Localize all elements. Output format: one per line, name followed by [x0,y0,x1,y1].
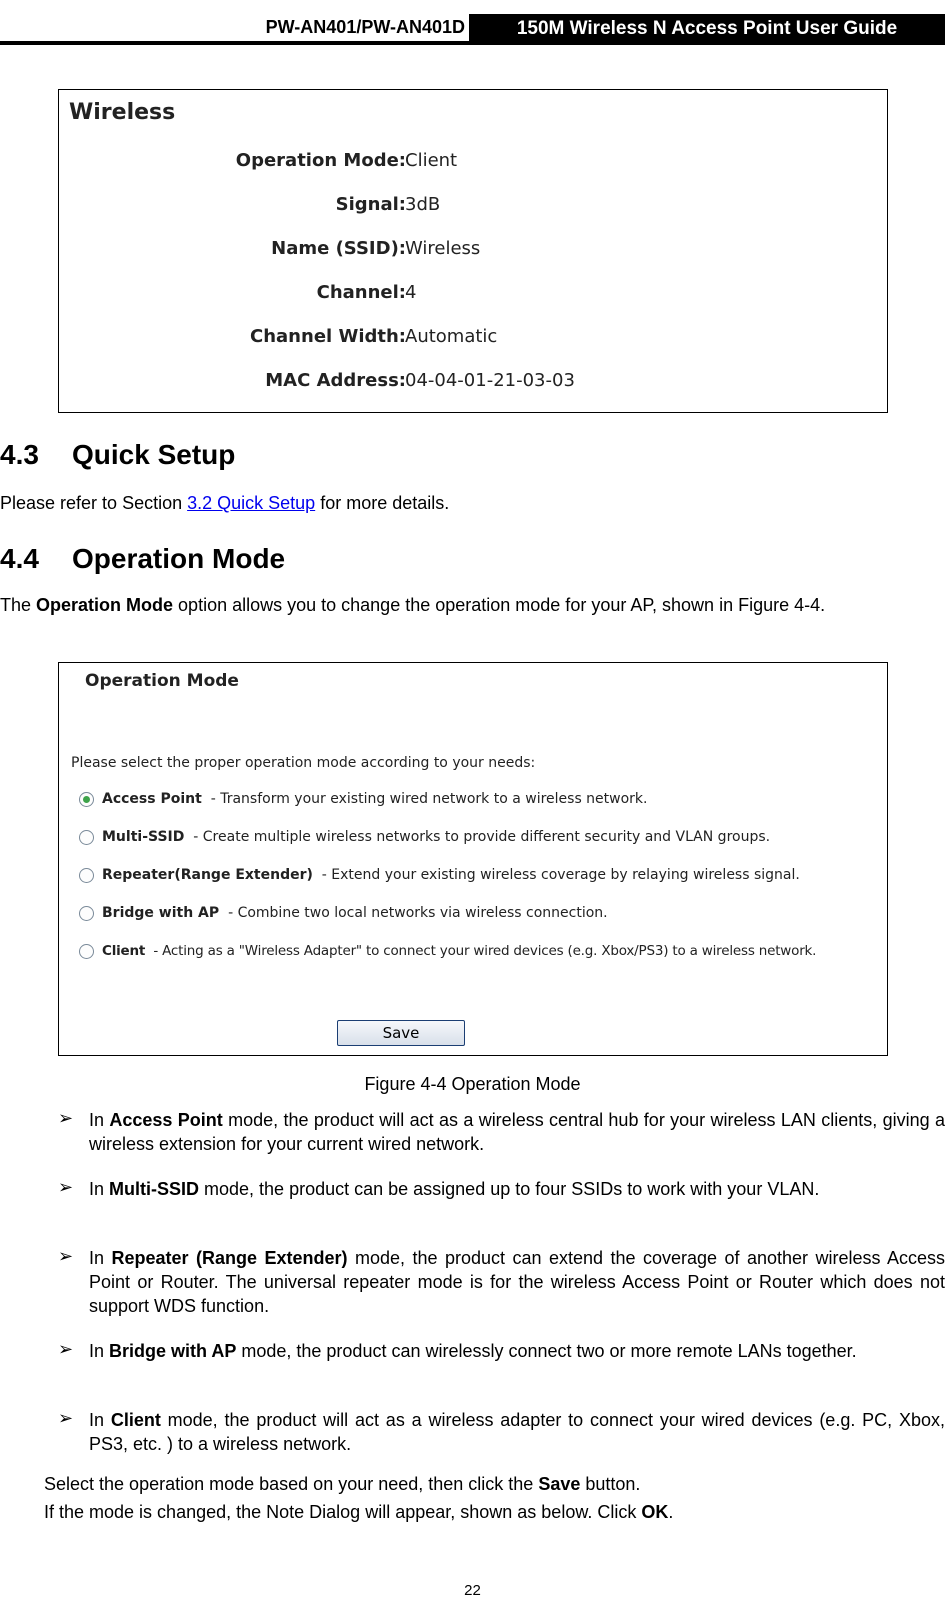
section-number: 4.3 [0,439,39,470]
status-label: MAC Address: [265,370,406,391]
arrow-bullet-icon: ➢ [58,1246,74,1266]
option-desc: - Extend your existing wireless coverage by relaying wireless signal. [321,867,800,883]
text: In [89,1248,112,1268]
text: . [668,1502,674,1522]
closing-paragraph [44,1501,673,1524]
status-label: Operation Mode: [235,150,406,171]
status-label: Name (SSID): [271,238,406,259]
option-access-point[interactable] [79,791,648,813]
bold-term: OK [641,1502,669,1522]
bullet-text [89,1246,945,1318]
option-repeater[interactable] [79,867,800,889]
option-name: Bridge with AP [102,905,220,921]
text: for more details. [315,493,450,513]
radio-icon[interactable] [79,868,94,883]
text: The [0,595,37,615]
status-label: Channel: [316,282,406,303]
status-value: Automatic [405,326,498,347]
page-number: 22 [464,1582,481,1599]
text: option allows you to change the operation mode for your AP, shown in Figure 4-4. [173,595,826,615]
option-bridge-with-ap[interactable] [79,905,608,927]
option-name: Repeater(Range Extender) [102,867,313,883]
wireless-title: Wireless [69,100,176,125]
section-heading-operation-mode [0,543,285,575]
radio-icon[interactable] [79,906,94,921]
arrow-bullet-icon: ➢ [58,1108,74,1128]
operation-mode-prompt: Please select the proper operation mode according to your needs: [71,755,536,771]
option-desc: - Create multiple wireless networks to provide different security and VLAN groups. [193,829,771,845]
radio-selected-icon[interactable] [79,792,94,807]
status-row [59,150,887,178]
bold-term: Multi-SSID [109,1179,200,1199]
option-client[interactable] [79,943,816,965]
text: mode, the product will act as a wireless central hub for your wireless LAN clients, giving a wireless extension for your current wired network. [89,1110,945,1154]
status-value: 4 [405,282,417,303]
model-name: PW-AN401/PW-AN401D [265,17,465,37]
quick-setup-paragraph [0,492,449,515]
option-name: Client [102,943,146,959]
status-label: Channel Width: [250,326,406,347]
status-value: Client [405,150,458,171]
bullet-text [89,1108,945,1156]
arrow-bullet-icon: ➢ [58,1408,74,1428]
status-row [59,326,887,354]
option-desc: - Combine two local networks via wireless connection. [228,905,608,921]
wireless-status-figure [58,89,888,413]
section-title: Quick Setup [72,439,236,470]
bold-term: Access Point [109,1110,223,1130]
section-title: Operation Mode [72,543,286,574]
operation-mode-title: Operation Mode [85,671,239,691]
section-heading-quick-setup [0,439,235,471]
bullet-text [89,1177,945,1201]
status-row [59,194,887,222]
text: In [89,1179,110,1199]
option-name: Access Point [102,791,202,807]
operation-mode-figure [58,662,888,1056]
bold-term: Bridge with AP [109,1341,237,1361]
bullet-text [89,1408,945,1456]
status-row [59,238,887,266]
option-multi-ssid[interactable] [79,829,770,851]
status-value: Wireless [405,238,481,259]
status-value: 3dB [405,194,441,215]
option-desc: - Acting as a "Wireless Adapter" to connect your wired devices (e.g. Xbox/PS3) to a wireless network. [153,943,817,959]
text: Please refer to Section [0,493,188,513]
text: Select the operation mode based on your need, then click the [44,1474,539,1494]
save-button[interactable]: Save [337,1020,465,1046]
section-number: 4.4 [0,543,39,574]
bullet-text [89,1339,945,1363]
operation-mode-intro [0,594,945,617]
text: mode, the product can wirelessly connect two or more remote LANs together. [236,1341,857,1361]
bold-term: Repeater (Range Extender) [111,1248,348,1268]
text: In [89,1410,111,1430]
text: mode, the product can extend the coverage of another wireless Access Point or Router. The universal repeater mode is for the wireless Access Point or Router which does not support WDS function. [89,1248,945,1316]
text: If the mode is changed, the Note Dialog will appear, shown as below. Click [44,1502,642,1522]
quick-setup-link[interactable]: 3.2 Quick Setup [187,493,316,513]
figure-caption: Figure 4-4 Operation Mode [364,1074,581,1094]
text: button. [580,1474,641,1494]
arrow-bullet-icon: ➢ [58,1339,74,1359]
option-desc: - Transform your existing wired network to a wireless network. [210,791,648,807]
bold-term: Operation Mode [36,595,174,615]
text: mode, the product will act as a wireless adapter to connect your wired devices (e.g. PC, Xbox, PS3, etc. ) to a wireless network. [89,1410,945,1454]
bold-term: Save [538,1474,581,1494]
text: In [89,1110,110,1130]
page-header [0,14,945,48]
status-value: 04-04-01-21-03-03 [405,370,575,391]
radio-icon[interactable] [79,944,94,959]
header-rule [0,41,945,45]
option-name: Multi-SSID [102,829,185,845]
arrow-bullet-icon: ➢ [58,1177,74,1197]
radio-icon[interactable] [79,830,94,845]
text: In [89,1341,110,1361]
closing-paragraph [44,1473,640,1496]
status-label: Signal: [335,194,406,215]
status-row [59,282,887,310]
status-row [59,370,887,398]
guide-title: 150M Wireless N Access Point User Guide [469,14,945,45]
text: mode, the product can be assigned up to four SSIDs to work with your VLAN. [199,1179,820,1199]
bold-term: Client [110,1410,161,1430]
